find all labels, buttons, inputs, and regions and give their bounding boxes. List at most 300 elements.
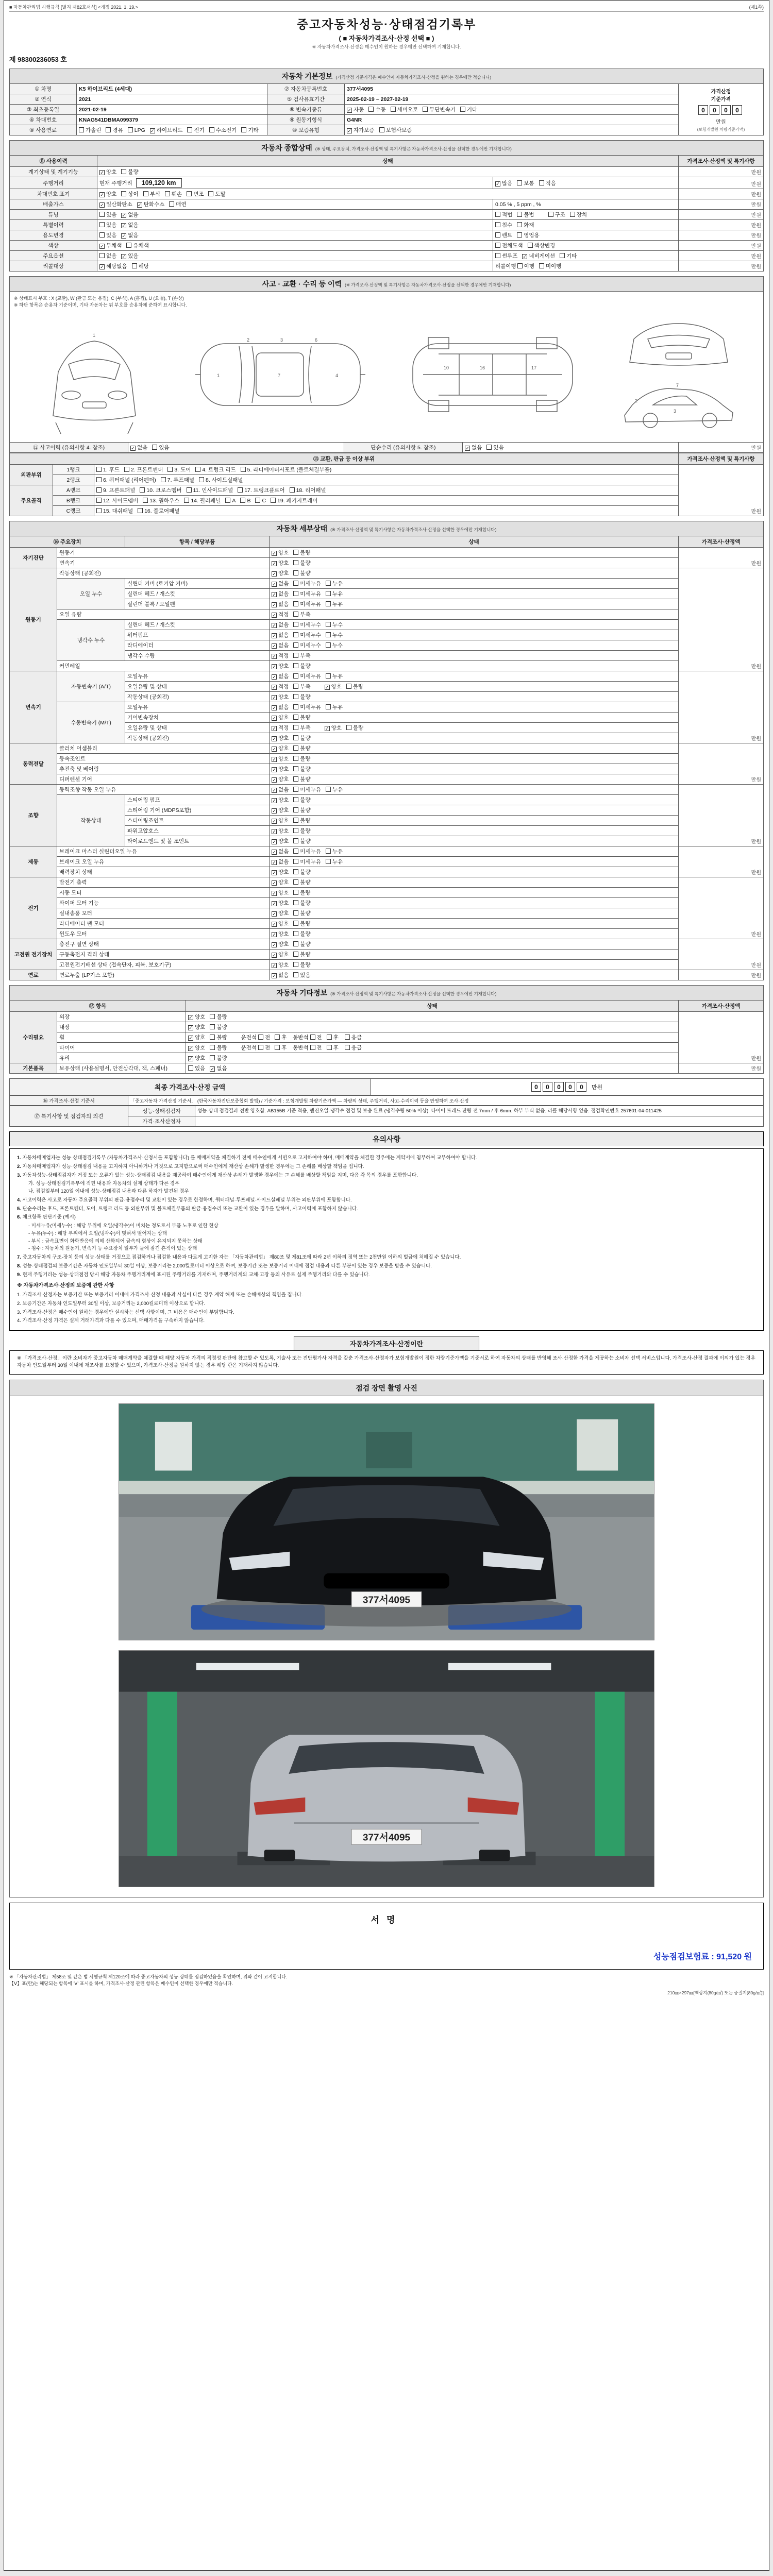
checkbox[interactable]: ✓ bbox=[272, 633, 276, 638]
checkbox[interactable]: ✓ bbox=[189, 1046, 193, 1051]
warranty-title: ※ 자동차가격조사·산정의 보증에 관한 사항 bbox=[17, 1283, 114, 1289]
checkbox[interactable]: ✓ bbox=[122, 213, 126, 218]
checkbox[interactable] bbox=[293, 849, 298, 854]
status-cell: ✓ 양호 불량 운전석 전 후 동반석 전 후 응급 bbox=[186, 1032, 679, 1043]
checkbox[interactable] bbox=[495, 253, 500, 258]
checkbox[interactable]: ✓ bbox=[100, 192, 104, 197]
checkbox[interactable] bbox=[187, 487, 192, 493]
checkbox[interactable] bbox=[379, 127, 384, 132]
checkbox[interactable] bbox=[275, 1035, 280, 1040]
option: ✓ 없음 bbox=[131, 445, 148, 451]
checkbox[interactable] bbox=[327, 1045, 332, 1050]
checkbox[interactable] bbox=[560, 253, 565, 258]
checkbox[interactable] bbox=[140, 487, 145, 493]
checkbox[interactable]: ✓ bbox=[272, 736, 276, 741]
checkbox[interactable] bbox=[96, 508, 102, 513]
checkbox[interactable] bbox=[293, 766, 298, 771]
checkbox[interactable] bbox=[293, 859, 298, 864]
option: LPG bbox=[128, 127, 145, 133]
checkbox[interactable]: ✓ bbox=[272, 623, 276, 628]
checkbox[interactable] bbox=[310, 1035, 315, 1040]
panel-items bbox=[94, 506, 679, 516]
checkbox[interactable] bbox=[326, 704, 331, 709]
checkbox[interactable]: ✓ bbox=[272, 674, 276, 680]
checkbox[interactable]: ✓ bbox=[347, 128, 351, 133]
form-reference bbox=[9, 4, 764, 12]
signature-box[interactable] bbox=[9, 1903, 764, 1970]
checkbox[interactable] bbox=[240, 498, 245, 503]
checkbox[interactable]: ✓ bbox=[272, 747, 276, 752]
item-label: 차대번호 표기 bbox=[10, 189, 97, 199]
price-cell: 만원 bbox=[679, 970, 764, 980]
notice-item: 2. 자동차매매업자가 성능·상태점검 내용을 고지하지 아니하거나 거짓으로 고지함으로써 매수인에게 재산상 손해가 발생한 경우에는 그 손해를 배상할 책임을 집니다. bbox=[17, 1163, 364, 1170]
rank-label: A랭크 bbox=[53, 485, 94, 496]
checkbox[interactable] bbox=[275, 1045, 280, 1050]
checkbox[interactable] bbox=[293, 735, 298, 740]
checkbox[interactable] bbox=[96, 498, 102, 503]
checkbox[interactable] bbox=[96, 477, 102, 482]
checkbox[interactable]: ✓ bbox=[272, 685, 276, 690]
checkbox[interactable] bbox=[486, 445, 492, 450]
checkbox[interactable]: ✓ bbox=[272, 602, 276, 607]
checkbox[interactable] bbox=[517, 263, 523, 268]
checkbox[interactable] bbox=[345, 1035, 350, 1040]
checkbox[interactable] bbox=[152, 445, 157, 450]
checkbox[interactable]: ✓ bbox=[272, 654, 276, 659]
panel-rank-table bbox=[9, 453, 764, 516]
checkbox[interactable]: ✓ bbox=[122, 233, 126, 239]
checkbox[interactable] bbox=[293, 818, 298, 823]
checkbox[interactable] bbox=[495, 243, 500, 248]
checkbox[interactable]: ✓ bbox=[272, 561, 276, 566]
checkbox[interactable] bbox=[210, 1014, 215, 1019]
checkbox[interactable]: ✓ bbox=[347, 108, 351, 113]
notice-subitem: 나. 점검일부터 120일 이내에 성능·상태점검 내용과 다른 하자가 발견된 경우 bbox=[28, 1189, 189, 1195]
table-row bbox=[10, 1053, 764, 1063]
checkbox[interactable] bbox=[293, 550, 298, 555]
checkbox[interactable]: ✓ bbox=[272, 705, 276, 710]
checkbox[interactable] bbox=[528, 243, 533, 248]
accident-history-options bbox=[128, 443, 344, 453]
checkbox[interactable] bbox=[327, 1035, 332, 1040]
checkbox[interactable]: ✓ bbox=[272, 798, 276, 803]
checkbox[interactable] bbox=[495, 212, 500, 217]
checkbox[interactable] bbox=[293, 962, 298, 967]
checkbox[interactable] bbox=[346, 684, 351, 689]
status-cell bbox=[270, 919, 679, 929]
checkbox[interactable] bbox=[368, 107, 374, 112]
item-label: 색상 bbox=[10, 241, 97, 251]
checkbox[interactable] bbox=[255, 498, 260, 503]
checkbox[interactable] bbox=[238, 487, 243, 493]
checkbox[interactable]: ✓ bbox=[272, 973, 276, 978]
checkbox[interactable] bbox=[391, 107, 396, 112]
checkbox[interactable] bbox=[126, 243, 131, 248]
checkbox[interactable] bbox=[258, 1045, 263, 1050]
option: 누유 bbox=[326, 859, 343, 865]
table-row bbox=[10, 939, 764, 950]
checkbox[interactable] bbox=[99, 212, 105, 217]
checkbox[interactable] bbox=[293, 581, 298, 586]
checkbox[interactable]: ✓ bbox=[272, 911, 276, 917]
checkbox[interactable] bbox=[293, 684, 298, 689]
checkbox[interactable]: ✓ bbox=[272, 880, 276, 886]
option: 불량 bbox=[293, 745, 310, 752]
checkbox[interactable] bbox=[293, 787, 298, 792]
checkbox[interactable] bbox=[326, 601, 331, 606]
checkbox[interactable] bbox=[99, 253, 105, 258]
checkbox[interactable] bbox=[210, 1045, 215, 1050]
checkbox[interactable]: ✓ bbox=[100, 170, 104, 175]
col-header: 상태 bbox=[270, 536, 679, 548]
checkbox[interactable]: ✓ bbox=[272, 767, 276, 772]
checkbox[interactable] bbox=[188, 1065, 193, 1071]
option: 썬루프 bbox=[495, 253, 517, 259]
checkbox[interactable] bbox=[293, 838, 298, 843]
checkbox[interactable]: ✓ bbox=[189, 1036, 193, 1041]
item-label: 윈도우 모터 bbox=[57, 929, 270, 939]
checkbox[interactable] bbox=[293, 776, 298, 782]
checkbox[interactable] bbox=[293, 745, 298, 751]
item-label: 배력장치 상태 bbox=[57, 867, 270, 877]
option: 없음 bbox=[99, 253, 116, 259]
checkbox[interactable] bbox=[293, 941, 298, 946]
checkbox[interactable]: ✓ bbox=[523, 254, 527, 259]
option: 수동 bbox=[368, 107, 385, 113]
option: ✓ 없음 bbox=[272, 972, 289, 978]
checkbox[interactable]: ✓ bbox=[150, 128, 155, 133]
checkbox[interactable] bbox=[225, 498, 230, 503]
item-label: 원동기 bbox=[57, 548, 270, 558]
checkbox[interactable] bbox=[548, 212, 553, 217]
option: ✓ 양호 bbox=[272, 776, 289, 783]
table-row bbox=[10, 857, 764, 867]
checkbox[interactable] bbox=[293, 952, 298, 957]
option: 불량 bbox=[121, 169, 138, 175]
option: ✓ 없음 bbox=[122, 232, 139, 239]
checkbox[interactable] bbox=[143, 191, 148, 196]
checkbox[interactable]: ✓ bbox=[272, 788, 276, 793]
checkbox[interactable]: ✓ bbox=[272, 839, 276, 844]
checkbox[interactable]: ✓ bbox=[272, 582, 276, 587]
checkbox[interactable]: ✓ bbox=[272, 726, 276, 731]
option: ✓ 양호 bbox=[272, 941, 289, 947]
checkbox[interactable]: ✓ bbox=[325, 726, 329, 731]
option: 보통 bbox=[517, 180, 534, 187]
checkbox[interactable] bbox=[210, 1055, 215, 1060]
device-group-label: 원동기 bbox=[10, 568, 57, 671]
checkbox[interactable] bbox=[293, 931, 298, 936]
notice-item: 1. 자동차매매업자는 성능·상태점검기록부 (자동차가격조사·산정서를 포함합니다) 를 매매계약을 체결하기 전에 매수인에게 서면으로 고지하여야 하며, 매매계약을 체결한 경우에는 계약서에 첨부하여 교부하여야 합니다. bbox=[17, 1155, 477, 1161]
section-header: 자동차 세부상태 (※ 가격조사·산정액 및 특기사항은 자동차가격조사·산정을 선택한 경우에만 기재합니다) bbox=[9, 521, 764, 536]
form-ref-text: ■ 자동차관리법 시행규칙 [별지 제82호서식] <개정 2021. 1. 19.> bbox=[9, 5, 138, 10]
checkbox[interactable] bbox=[106, 127, 111, 132]
checkbox[interactable] bbox=[293, 653, 298, 658]
checkbox[interactable]: ✓ bbox=[272, 777, 276, 783]
checkbox[interactable] bbox=[187, 127, 192, 132]
checkbox[interactable]: ✓ bbox=[122, 254, 126, 259]
table-row bbox=[10, 496, 764, 506]
price-cell: 만원 bbox=[679, 465, 764, 516]
checkbox[interactable]: ✓ bbox=[272, 953, 276, 958]
checkbox[interactable] bbox=[187, 191, 192, 196]
checkbox[interactable] bbox=[517, 180, 522, 185]
status-cell bbox=[270, 702, 679, 713]
checkbox[interactable] bbox=[293, 725, 298, 730]
checkbox[interactable] bbox=[293, 663, 298, 668]
checkbox[interactable] bbox=[293, 972, 298, 977]
checkbox[interactable] bbox=[99, 222, 105, 227]
checkbox[interactable] bbox=[423, 107, 428, 112]
checkbox[interactable]: ✓ bbox=[272, 901, 276, 906]
checkbox[interactable] bbox=[161, 477, 166, 482]
item-label: 타이로드엔드 및 볼 조인트 bbox=[125, 836, 270, 846]
checkbox[interactable] bbox=[293, 694, 298, 699]
option: ✓ 양호 bbox=[272, 570, 289, 577]
checkbox[interactable] bbox=[346, 725, 351, 730]
option: 불량 bbox=[293, 952, 310, 958]
checkbox[interactable]: ✓ bbox=[100, 202, 104, 208]
checkbox[interactable]: ✓ bbox=[272, 716, 276, 721]
checkbox[interactable] bbox=[326, 673, 331, 679]
checkbox[interactable] bbox=[539, 263, 544, 268]
option: ✓ 적정 bbox=[272, 653, 289, 659]
checkbox[interactable] bbox=[199, 477, 204, 482]
option: ✓ 양호 bbox=[272, 900, 289, 906]
checkbox[interactable]: ✓ bbox=[272, 757, 276, 762]
checkbox[interactable]: ✓ bbox=[272, 592, 276, 597]
checkbox[interactable]: ✓ bbox=[272, 870, 276, 875]
status-cell bbox=[186, 1012, 679, 1022]
checkbox[interactable]: ✓ bbox=[272, 963, 276, 968]
checkbox[interactable] bbox=[310, 1045, 315, 1050]
option: 불량 bbox=[293, 560, 310, 566]
notice-subitem: 가. 성능·상태점검기록부에 적힌 내용과 자동차의 실제 상태가 다른 경우 bbox=[28, 1181, 180, 1187]
checkbox[interactable] bbox=[293, 601, 298, 606]
checkbox[interactable] bbox=[293, 715, 298, 720]
checkbox[interactable]: ✓ bbox=[272, 695, 276, 700]
option: 미세누유 bbox=[293, 591, 321, 597]
checkbox[interactable] bbox=[290, 487, 295, 493]
checkbox[interactable] bbox=[293, 560, 298, 565]
option: 불량 bbox=[293, 838, 310, 844]
checkbox[interactable] bbox=[293, 591, 298, 596]
checkbox[interactable] bbox=[195, 467, 200, 472]
checkbox[interactable] bbox=[96, 467, 102, 472]
item-label: 실린더 헤드 / 개스킷 bbox=[125, 620, 270, 630]
checkbox[interactable] bbox=[79, 127, 84, 132]
checkbox[interactable] bbox=[293, 756, 298, 761]
checkbox[interactable]: ✓ bbox=[496, 181, 500, 187]
checkbox[interactable] bbox=[293, 622, 298, 627]
option: 있음 bbox=[293, 972, 310, 978]
item-label: 고전원전기배선 상태 (접속단자, 피복, 보호기구) bbox=[57, 960, 270, 970]
checkbox[interactable] bbox=[241, 467, 246, 472]
checkbox[interactable] bbox=[293, 797, 298, 802]
checkbox[interactable] bbox=[517, 232, 522, 238]
table-row bbox=[10, 579, 764, 589]
checkbox[interactable] bbox=[345, 1045, 350, 1050]
checkbox[interactable]: ✓ bbox=[189, 1025, 193, 1030]
digit-box: 0 bbox=[710, 105, 719, 115]
checkbox[interactable] bbox=[517, 222, 522, 227]
checkbox[interactable] bbox=[539, 180, 544, 185]
checkbox[interactable] bbox=[293, 890, 298, 895]
option: ✓ 양호 bbox=[272, 828, 289, 834]
checkbox[interactable] bbox=[293, 673, 298, 679]
checkbox[interactable] bbox=[124, 467, 129, 472]
svg-text:2: 2 bbox=[247, 337, 250, 343]
checkbox[interactable] bbox=[96, 487, 102, 493]
checkbox[interactable]: ✓ bbox=[100, 264, 104, 269]
checkbox[interactable]: ✓ bbox=[465, 446, 469, 451]
checkbox[interactable] bbox=[121, 191, 126, 196]
checkbox[interactable] bbox=[326, 581, 331, 586]
checkbox[interactable] bbox=[271, 498, 276, 503]
checkbox[interactable] bbox=[138, 508, 143, 513]
checkbox[interactable]: ✓ bbox=[272, 819, 276, 824]
checkbox[interactable] bbox=[293, 900, 298, 905]
checkbox[interactable]: ✓ bbox=[272, 922, 276, 927]
first-reg-value: 2021-02-19 bbox=[77, 105, 267, 115]
checkbox[interactable]: ✓ bbox=[272, 571, 276, 577]
checkbox[interactable] bbox=[293, 910, 298, 916]
option: 색상변경 bbox=[528, 243, 556, 249]
option: 누유 bbox=[326, 581, 343, 587]
checkbox[interactable] bbox=[293, 921, 298, 926]
checkbox[interactable] bbox=[169, 201, 174, 207]
checkbox[interactable]: ✓ bbox=[272, 664, 276, 669]
checkbox[interactable] bbox=[293, 642, 298, 648]
checkbox[interactable] bbox=[293, 704, 298, 709]
checkbox[interactable]: ✓ bbox=[325, 685, 329, 690]
checkbox[interactable]: ✓ bbox=[122, 223, 126, 228]
checkbox[interactable] bbox=[460, 107, 465, 112]
item-label: 실린더 헤드 / 개스킷 bbox=[125, 589, 270, 599]
checkbox[interactable]: ✓ bbox=[272, 613, 276, 618]
checkbox[interactable] bbox=[208, 191, 213, 196]
svg-text:3: 3 bbox=[280, 337, 283, 343]
checkbox[interactable] bbox=[293, 612, 298, 617]
checkbox[interactable] bbox=[209, 127, 214, 132]
license-plate-front: 377서4095 bbox=[362, 1594, 411, 1605]
checkbox[interactable] bbox=[293, 879, 298, 885]
checkbox[interactable] bbox=[241, 127, 246, 132]
option: ✓ 양호 bbox=[272, 550, 289, 556]
pricing-info-title: 자동차가격조사·산정이란 bbox=[294, 1336, 479, 1351]
checkbox[interactable]: ✓ bbox=[272, 932, 276, 937]
option: ✓ 없음 bbox=[122, 222, 139, 228]
checkbox[interactable] bbox=[128, 127, 133, 132]
checkbox[interactable] bbox=[517, 212, 522, 217]
status-cell bbox=[270, 620, 679, 630]
checkbox[interactable]: ✓ bbox=[272, 643, 276, 649]
panel-items bbox=[94, 475, 679, 485]
status-cell bbox=[97, 241, 493, 251]
option: 누유 bbox=[326, 673, 343, 680]
col-header: 가격조사·산정액 bbox=[679, 536, 764, 548]
checkbox[interactable] bbox=[210, 1035, 215, 1040]
checkbox[interactable]: ✓ bbox=[189, 1015, 193, 1020]
checkbox[interactable]: ✓ bbox=[210, 1066, 215, 1072]
checkbox[interactable]: ✓ bbox=[189, 1056, 193, 1061]
checkbox[interactable]: ✓ bbox=[272, 942, 276, 947]
checkbox[interactable]: ✓ bbox=[131, 446, 135, 451]
checkbox[interactable] bbox=[165, 191, 170, 196]
option: 미세누유 bbox=[293, 581, 321, 587]
checkbox[interactable] bbox=[167, 467, 173, 472]
item-label: 기어변속장치 bbox=[125, 713, 270, 723]
checkbox[interactable]: ✓ bbox=[137, 202, 142, 208]
checkbox[interactable] bbox=[326, 642, 331, 648]
option: 불량 bbox=[293, 921, 310, 927]
checkbox[interactable] bbox=[293, 632, 298, 637]
checkbox[interactable] bbox=[495, 222, 500, 227]
checkbox[interactable]: ✓ bbox=[272, 850, 276, 855]
checkbox[interactable]: ✓ bbox=[272, 860, 276, 865]
checkbox[interactable] bbox=[99, 232, 105, 238]
price-cell: 만원 bbox=[679, 785, 764, 846]
checkbox[interactable] bbox=[258, 1035, 263, 1040]
checkbox[interactable] bbox=[326, 632, 331, 637]
status-cell bbox=[270, 816, 679, 826]
checkbox[interactable] bbox=[293, 570, 298, 575]
detail-cell bbox=[493, 220, 678, 230]
table-row bbox=[10, 795, 764, 805]
checkbox[interactable] bbox=[293, 869, 298, 874]
table-row bbox=[10, 210, 764, 220]
checkbox[interactable] bbox=[121, 169, 126, 174]
checkbox[interactable] bbox=[570, 212, 575, 217]
checkbox[interactable]: ✓ bbox=[272, 829, 276, 834]
checkbox[interactable] bbox=[326, 849, 331, 854]
checkbox[interactable] bbox=[293, 828, 298, 833]
option: ✓ 없음 bbox=[272, 622, 289, 628]
panel-items bbox=[94, 465, 679, 475]
checkbox[interactable]: ✓ bbox=[100, 244, 104, 249]
table-row bbox=[10, 754, 764, 764]
status-cell bbox=[270, 826, 679, 836]
option: ✓ 양호 bbox=[272, 921, 289, 927]
item-label: 외장 bbox=[57, 1012, 186, 1022]
option: 불량 bbox=[293, 962, 310, 968]
checkbox[interactable] bbox=[184, 498, 189, 503]
checkbox[interactable] bbox=[143, 498, 148, 503]
checkbox[interactable]: ✓ bbox=[272, 891, 276, 896]
checkbox[interactable] bbox=[293, 807, 298, 812]
status-cell bbox=[270, 558, 679, 568]
status-cell bbox=[97, 230, 493, 241]
checkbox[interactable] bbox=[326, 787, 331, 792]
inspection-photo-rear bbox=[119, 1650, 654, 1887]
notice-item: 5. 단순수리는 후드, 프론트펜더, 도어, 트렁크 리드 등 외판부위 및 볼트체결부품의 판금·용접수리 또는 교환이 있는 경우를 말하며, 사고이력에 포함하지 않습니다. bbox=[17, 1206, 358, 1212]
item-label: 라디에이터 bbox=[125, 640, 270, 651]
checkbox[interactable] bbox=[326, 859, 331, 864]
digit-box: 0 bbox=[732, 105, 742, 115]
checkbox[interactable] bbox=[132, 263, 137, 268]
option: 전 bbox=[258, 1035, 270, 1041]
checkbox[interactable] bbox=[326, 622, 331, 627]
checkbox[interactable]: ✓ bbox=[272, 551, 276, 556]
checkbox[interactable] bbox=[326, 591, 331, 596]
checkbox[interactable]: ✓ bbox=[272, 808, 276, 814]
price-cell: 만원 bbox=[679, 230, 764, 241]
checkbox[interactable] bbox=[210, 1024, 215, 1029]
option: 불량 bbox=[293, 776, 310, 783]
checkbox[interactable] bbox=[495, 232, 500, 238]
field-label: ⑦ 자동차등록번호 bbox=[267, 84, 345, 94]
option: 장치 bbox=[570, 212, 587, 218]
